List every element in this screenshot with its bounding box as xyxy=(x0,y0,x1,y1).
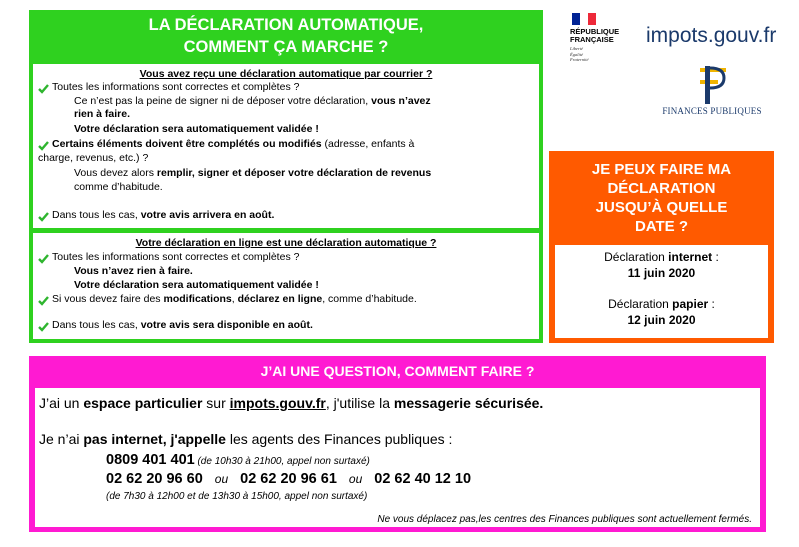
paper-bullet-2-line2: charge, revenus, etc.) ? xyxy=(38,152,149,164)
finances-publiques-emblem-icon xyxy=(684,64,744,108)
online-section-title: Votre déclaration en ligne est une déclaration automatique ? xyxy=(135,237,437,249)
check-icon xyxy=(38,295,49,306)
automatic-declaration-title xyxy=(29,14,543,58)
paper-bullet-2 xyxy=(52,138,414,151)
online-contact-c: sur xyxy=(202,395,230,411)
paper-bullet-1-sub-c: Votre déclaration sera automatiquement validée ! xyxy=(74,123,319,135)
online-bullet-2-bold2: déclarez en ligne xyxy=(237,293,323,305)
rf-line1: RÉPUBLIQUE xyxy=(570,27,620,36)
online-bullet-2-mid: , xyxy=(231,293,238,305)
check-icon xyxy=(38,321,49,332)
phones-hours-note: (de 7h30 à 12h00 et de 13h30 à 15h00, appel non surtaxé) xyxy=(106,491,368,502)
phone-number-2[interactable]: 02 62 20 96 60 xyxy=(106,471,203,487)
check-icon xyxy=(38,211,49,222)
internet-deadline-suffix: : xyxy=(712,250,719,264)
phone-contact-a: Je n’ai xyxy=(39,431,84,447)
or-label-2: ou xyxy=(348,472,363,486)
impots-logo-b: .gouv.fr xyxy=(707,24,777,47)
online-bullet-2-bold1: modifications xyxy=(163,293,232,305)
online-contact-a: J’ai un xyxy=(39,395,84,411)
paper-bullet-2-sub-a xyxy=(74,167,431,180)
phone-1-note: (de 10h30 à 21h00, appel non surtaxé) xyxy=(194,456,370,467)
paper-bullet-1-sub-a-bold: vous n’avez xyxy=(371,95,431,107)
phone-line-1 xyxy=(106,451,370,470)
internet-deadline-label xyxy=(555,250,768,265)
online-bullet-1-sub-a: Vous n’avez rien à faire. xyxy=(74,265,193,277)
phone-number-1[interactable]: 0809 401 401 xyxy=(106,452,195,468)
paper-bullet-2-bold: Certains éléments doivent être complétés ou modifiés xyxy=(52,138,322,150)
paper-section-title: Vous avez reçu une déclaration automatique par courrier ? xyxy=(139,68,433,80)
paper-deadline-date: 12 juin 2020 xyxy=(627,313,696,327)
deadline-title xyxy=(549,160,774,236)
online-declaration-section xyxy=(33,233,539,339)
paper-bullet-1-sub-a xyxy=(74,95,431,108)
check-icon xyxy=(38,253,49,264)
paper-bullet-3-bold: votre avis arrivera en août. xyxy=(140,209,275,221)
or-label-1: ou xyxy=(214,472,229,486)
finances-publiques-label: FINANCES PUBLIQUES xyxy=(662,106,762,116)
automatic-declaration-title-line1: LA DÉCLARATION AUTOMATIQUE, xyxy=(148,16,424,34)
rf-motto-1: Liberté xyxy=(570,46,583,51)
online-contact-line xyxy=(39,395,543,412)
impots-gouv-link[interactable]: impots.gouv.fr xyxy=(229,395,326,411)
paper-deadline-label xyxy=(555,297,768,312)
question-title: J’AI UNE QUESTION, COMMENT FAIRE ? xyxy=(260,363,535,379)
phone-number-3[interactable]: 02 62 20 96 61 xyxy=(240,471,337,487)
check-icon xyxy=(38,140,49,151)
phone-contact-line xyxy=(39,431,452,448)
paper-bullet-1-sub-a-text: Ce n’est pas la peine de signer ni de déposer votre déclaration, xyxy=(74,95,372,107)
question-content xyxy=(35,388,760,527)
marianne-flag-icon xyxy=(572,13,596,25)
paper-declaration-section xyxy=(33,64,539,228)
paper-bullet-2-rest: (adresse, enfants à xyxy=(321,138,415,150)
check-icon xyxy=(38,83,49,94)
deadline-dates xyxy=(555,245,768,338)
rf-motto-2: Égalité xyxy=(570,51,583,57)
online-bullet-1-sub-b: Votre déclaration sera automatiquement validée ! xyxy=(74,279,319,291)
online-bullet-2-rest: , comme d’habitude. xyxy=(322,293,417,305)
online-contact-e: , j'utilise la xyxy=(325,395,394,411)
internet-deadline-prefix: Déclaration xyxy=(604,250,669,264)
paper-bullet-2-sub-a-bold: remplir, signer et déposer votre déclaration de revenus xyxy=(156,167,432,179)
impots-logo-a: impots xyxy=(646,24,708,47)
online-bullet-3-text: Dans tous les cas, xyxy=(52,319,141,331)
rf-motto-3: Fraternité xyxy=(570,57,589,62)
deadline-title-line3: JUSQU’À QUELLE xyxy=(595,199,728,216)
phone-line-2 xyxy=(106,470,471,488)
paper-bullet-2-sub-a-text: Vous devez alors xyxy=(74,167,157,179)
rf-line2: FRANÇAISE xyxy=(570,35,614,44)
paper-deadline-prefix: Déclaration xyxy=(608,297,673,311)
online-bullet-3-bold: votre avis sera disponible en août. xyxy=(140,319,313,331)
republique-francaise-logo xyxy=(566,11,636,71)
online-bullet-2-text: Si vous devez faire des xyxy=(52,293,164,305)
deadline-title-line2: DÉCLARATION xyxy=(607,180,716,197)
online-bullet-1: Toutes les informations sont correctes et complètes ? xyxy=(52,251,300,263)
phone-contact-c: les agents des Finances publiques : xyxy=(225,431,453,447)
paper-deadline-bold: papier xyxy=(672,297,709,311)
paper-deadline-suffix: : xyxy=(708,297,715,311)
paper-bullet-1: Toutes les informations sont correctes et complètes ? xyxy=(52,81,300,93)
online-bullet-2 xyxy=(52,293,417,306)
phone-number-4[interactable]: 02 62 40 12 10 xyxy=(374,471,472,487)
deadline-title-line4: DATE ? xyxy=(634,218,689,235)
automatic-declaration-title-line2: COMMENT ÇA MARCHE ? xyxy=(183,38,389,56)
online-bullet-3 xyxy=(52,319,313,332)
paper-bullet-2-sub-b: comme d’habitude. xyxy=(74,181,163,193)
deadline-title-line1: JE PEUX FAIRE MA xyxy=(591,161,732,178)
paper-bullet-3-text: Dans tous les cas, xyxy=(52,209,141,221)
paper-bullet-3 xyxy=(52,209,274,222)
internet-deadline-bold: internet xyxy=(668,250,713,264)
impots-gouv-logo xyxy=(646,24,776,48)
internet-deadline-date: 11 juin 2020 xyxy=(627,266,696,280)
offices-closed-note: Ne vous déplacez pas,les centres des Finances publiques sont actuellement fermés. xyxy=(377,514,752,525)
paper-bullet-1-sub-b: rien à faire. xyxy=(74,108,131,120)
phone-contact-b: pas internet, j'appelle xyxy=(83,431,226,447)
online-contact-f: messagerie sécurisée. xyxy=(393,395,544,411)
online-contact-b: espace particulier xyxy=(83,395,203,411)
